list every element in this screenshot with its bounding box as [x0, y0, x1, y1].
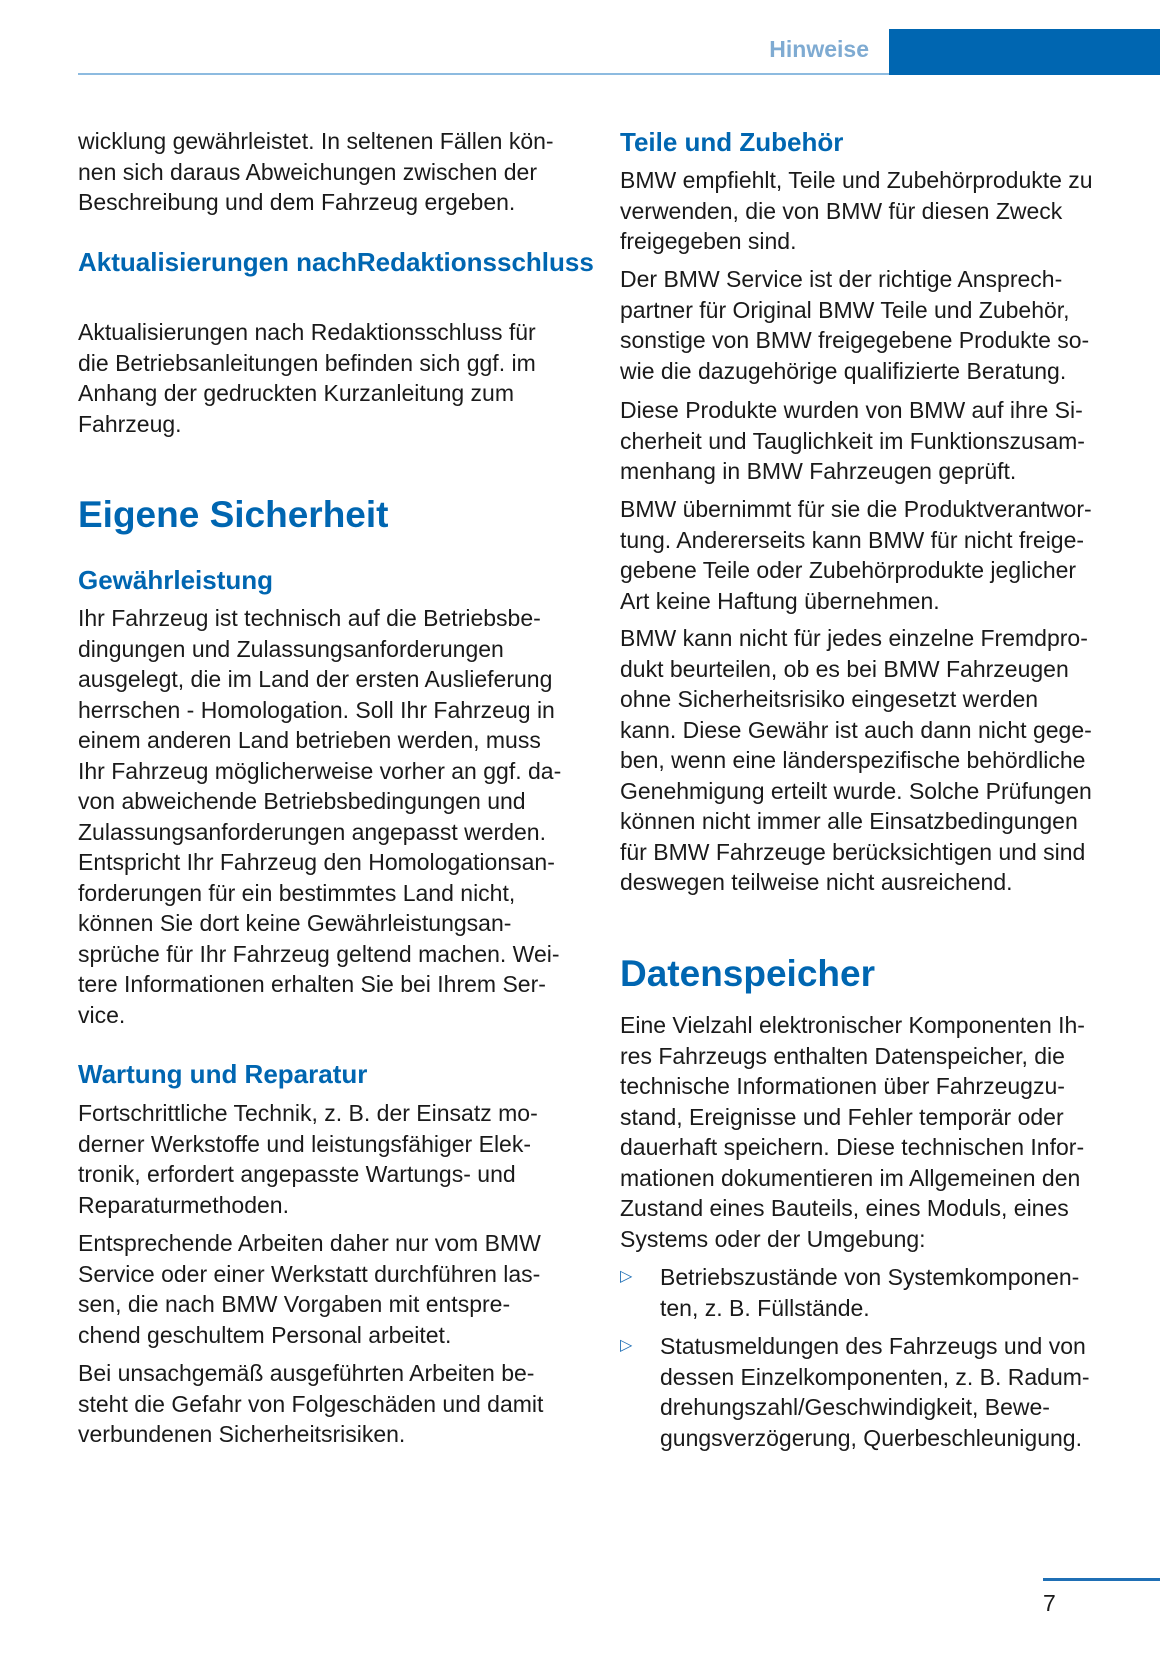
- text-line: ten, z. B. Füllstände.: [660, 1294, 870, 1321]
- text-line: Ihr Fahrzeug möglicherweise vorher an ggf. da-: [78, 757, 562, 784]
- bullet-triangle-icon: ▷: [620, 1268, 633, 1285]
- text-line: res Fahrzeugs enthalten Datenspeicher, die: [620, 1042, 1065, 1069]
- text-line: Diese Produkte wurden von BMW auf ihre Si-: [620, 397, 1083, 423]
- bullet-triangle-icon: ▷: [620, 1337, 633, 1354]
- heading-eigene-sicherheit: Eigene Sicherheit: [78, 494, 389, 535]
- text-line: verwenden, die von BMW für diesen Zweck: [620, 197, 1063, 224]
- text-line: sen, die nach BMW Vorgaben mit entspre-: [78, 1291, 511, 1317]
- paragraph-parts-2: [620, 264, 1089, 386]
- text-line: einem anderen Land betrieben werden, muss: [78, 727, 541, 753]
- text-line: tronik, erfordert angepasste Wartungs- und: [78, 1161, 516, 1187]
- text-line: Fahrzeug.: [78, 410, 182, 437]
- text-line: ohne Sicherheitsrisiko eingesetzt werden: [620, 686, 1039, 712]
- text-line: Ihr Fahrzeug ist technisch auf die Betriebsbe-: [78, 605, 541, 631]
- text-line: forderungen für ein bestimmtes Land nicht,: [78, 879, 516, 906]
- text-line: sprüche für Ihr Fahrzeug geltend machen. Wei-: [78, 940, 560, 967]
- text-line: von abweichende Betriebsbedingungen und: [78, 788, 526, 814]
- text-line: können nicht immer alle Einsatzbedingungen: [620, 808, 1078, 834]
- footer-rule: [1043, 1578, 1160, 1581]
- text-line: partner für Original BMW Teile und Zubehör,: [620, 296, 1070, 323]
- text-line: dingungen und Zulassungsanforderungen: [78, 635, 504, 662]
- text-line: gungsverzögerung, Querbeschleunigung.: [660, 1424, 1082, 1451]
- text-line: Bei unsachgemäß ausgeführten Arbeiten be-: [78, 1360, 535, 1386]
- text-line: BMW übernimmt für sie die Produktverantwor-: [620, 496, 1092, 522]
- list-item: [660, 1262, 1079, 1323]
- text-line: können Sie dort keine Gewährleistungsan-: [78, 910, 512, 936]
- paragraph-updates: [78, 317, 536, 439]
- header-rule: [78, 73, 890, 75]
- text-line: steht die Gefahr von Folgeschäden und damit: [78, 1390, 544, 1417]
- text-line: drehungszahl/Geschwindigkeit, Bewe-: [660, 1394, 1050, 1420]
- paragraph-parts-3: [620, 395, 1085, 487]
- text-line: Service oder einer Werkstatt durchführen las-: [78, 1260, 541, 1287]
- text-line: Aktualisierungen nach Redaktionsschluss für: [78, 319, 536, 345]
- text-line: Statusmeldungen des Fahrzeugs und von: [660, 1333, 1086, 1359]
- text-line: Betriebszustände von Systemkomponen-: [660, 1264, 1080, 1290]
- text-line: herrschen - Homologation. Soll Ihr Fahrzeug in: [78, 696, 555, 723]
- paragraph-parts-1: [620, 165, 1093, 257]
- text-line: Genehmigung erteilt wurde. Solche Prüfungen: [620, 777, 1092, 804]
- text-line: chend geschultem Personal arbeitet.: [78, 1321, 452, 1348]
- text-line: gebene Teile oder Zubehörprodukte jeglicher: [620, 557, 1077, 583]
- text-line: tung. Andererseits kann BMW für nicht freige-: [620, 526, 1085, 553]
- header-accent-bar: [889, 29, 1160, 75]
- text-line: BMW kann nicht für jedes einzelne Fremdpro-: [620, 625, 1088, 651]
- heading-gewaehrleistung: Gewährleistung: [78, 565, 274, 595]
- text-line: wie die dazugehörige qualifizierte Beratung.: [620, 357, 1067, 384]
- text-line: Zulassungsanforderungen angepasst werden.: [78, 818, 546, 845]
- text-line: Eine Vielzahl elektronischer Komponenten Ih-: [620, 1012, 1085, 1038]
- paragraph-maintenance-2: [78, 1228, 541, 1350]
- paragraph-intro: [78, 126, 554, 218]
- text-line: dauerhaft speichern. Diese technischen Infor-: [620, 1134, 1085, 1160]
- text-line: tere Informationen erhalten Sie bei Ihrem Ser-: [78, 971, 546, 997]
- text-line: Zustand eines Bauteils, eines Moduls, eines: [620, 1195, 1069, 1221]
- list-item: [660, 1331, 1090, 1453]
- paragraph-maintenance-3: [78, 1358, 543, 1450]
- text-line: Entspricht Ihr Fahrzeug den Homologationsan-: [78, 849, 555, 875]
- text-line: Systems oder der Umgebung:: [620, 1225, 926, 1252]
- text-line: mationen dokumentieren im Allgemeinen den: [620, 1164, 1081, 1191]
- text-line: BMW empfiehlt, Teile und Zubehörprodukte zu: [620, 167, 1093, 193]
- text-line: Anhang der gedruckten Kurzanleitung zum: [78, 380, 515, 406]
- text-line: Aktualisierungen nach: [78, 247, 357, 277]
- text-line: deswegen teilweise nicht ausreichend.: [620, 869, 1013, 895]
- paragraph-parts-5: [620, 623, 1092, 898]
- text-line: vice.: [78, 1001, 126, 1028]
- heading-wartung: Wartung und Reparatur: [78, 1059, 368, 1089]
- paragraph-warranty: [78, 603, 561, 1030]
- text-line: Fortschrittliche Technik, z. B. der Einsatz mo-: [78, 1100, 538, 1126]
- paragraph-parts-4: [620, 494, 1092, 616]
- text-line: ausgelegt, die im Land der ersten Auslieferung: [78, 666, 553, 692]
- text-line: Redaktionsschluss: [356, 247, 594, 277]
- text-line: Art keine Haftung übernehmen.: [620, 587, 940, 614]
- page-number: 7: [1043, 1590, 1056, 1616]
- text-line: technische Informationen über Fahrzeugzu-: [620, 1073, 1065, 1099]
- text-line: Entsprechende Arbeiten daher nur vom BMW: [78, 1230, 541, 1256]
- heading-datenspeicher: Datenspeicher: [620, 953, 875, 994]
- text-line: die Betriebsanleitungen befinden sich ggf. im: [78, 349, 536, 376]
- heading-teile: Teile und Zubehör: [620, 127, 844, 157]
- section-title: Hinweise: [769, 36, 869, 62]
- text-line: ben, wenn eine länderspezifische behördliche: [620, 747, 1086, 773]
- text-line: Beschreibung und dem Fahrzeug ergeben.: [78, 189, 516, 215]
- text-line: stand, Ereignisse und Fehler temporär oder: [620, 1103, 1064, 1130]
- text-line: freigegeben sind.: [620, 228, 797, 254]
- text-line: wicklung gewährleistet. In seltenen Fällen kön-: [78, 128, 554, 154]
- text-line: kann. Diese Gewähr ist auch dann nicht gege-: [620, 716, 1092, 743]
- text-line: menhang in BMW Fahrzeugen geprüft.: [620, 458, 1017, 484]
- text-line: sonstige von BMW freigegebene Produkte so-: [620, 327, 1090, 353]
- text-line: dukt beurteilen, ob es bei BMW Fahrzeugen: [620, 655, 1069, 682]
- text-line: nen sich daraus Abweichungen zwischen der: [78, 158, 538, 185]
- text-line: verbundenen Sicherheitsrisiken.: [78, 1421, 406, 1447]
- heading-updates: [78, 247, 594, 278]
- paragraph-maintenance-1: [78, 1098, 538, 1220]
- text-line: dessen Einzelkomponenten, z. B. Radum-: [660, 1363, 1090, 1390]
- text-line: Der BMW Service ist der richtige Ansprech-: [620, 266, 1063, 292]
- text-line: für BMW Fahrzeuge berücksichtigen und sind: [620, 838, 1086, 865]
- text-line: Reparaturmethoden.: [78, 1191, 289, 1218]
- paragraph-data: [620, 1010, 1085, 1254]
- text-line: derner Werkstoffe und leistungsfähiger Elek-: [78, 1130, 532, 1157]
- text-line: cherheit und Tauglichkeit im Funktionszusam-: [620, 427, 1085, 454]
